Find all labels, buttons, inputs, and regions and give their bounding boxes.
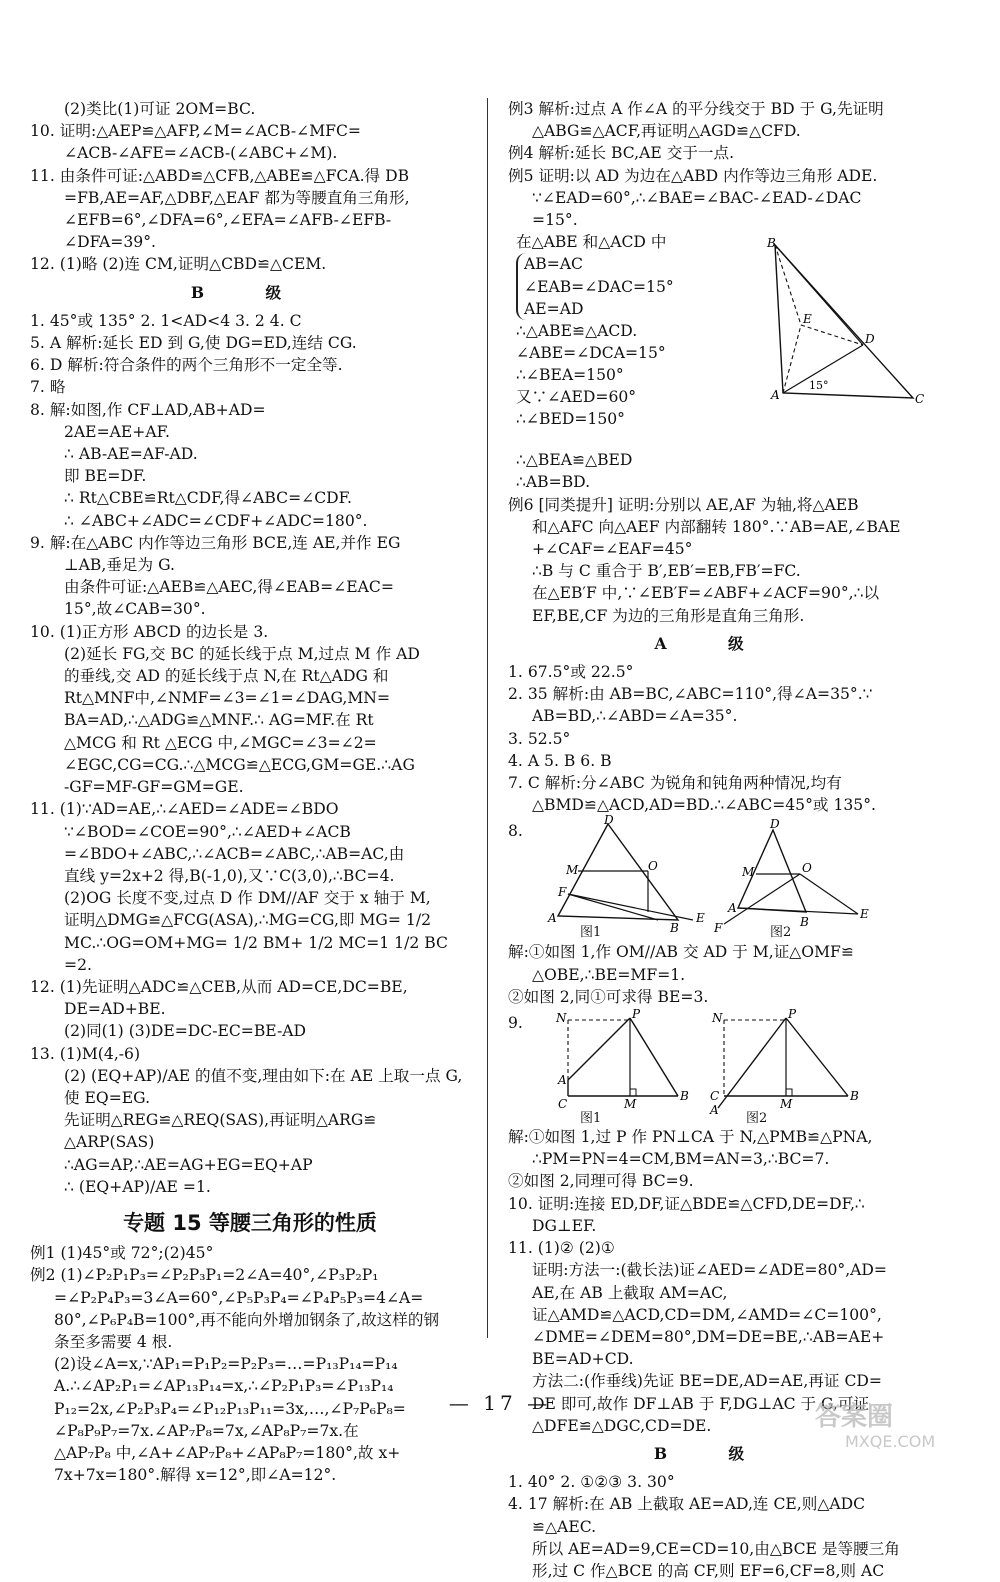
svg-text:E: E: [803, 312, 812, 327]
text-line: 4. 17 解析:在 AB 上截取 AE=AD,连 CE,则△ADC: [508, 1495, 866, 1514]
svg-text:D: D: [865, 332, 875, 347]
text-line: 9. 解:在△ABC 内作等边三角形 BCE,连 AE,并作 EG: [30, 533, 401, 552]
proof-line: ∴∠BED=150°: [516, 410, 625, 429]
text-line: EF,BE,CF 为边的三角形是直角三角形.: [532, 606, 805, 625]
text-line: (2)设∠A=x,∵AP₁=P₁P₂=P₂P₃=…=P₁₃P₁₄=P₁₄: [54, 1355, 398, 1374]
proof-brace: [516, 253, 674, 320]
text-line: 解:①如图 1,作 OM//AB 交 AD 于 M,证△OMF≌: [508, 943, 854, 962]
column-divider: [487, 98, 488, 1338]
figure-caption: 图1: [580, 925, 602, 941]
left-examples: [30, 1242, 470, 1486]
text-line: ∴PM=PN=4=CM,BM=AN=3,∴BC=7.: [532, 1150, 830, 1169]
svg-text:A: A: [771, 388, 780, 403]
figure-caption: 图2: [746, 1111, 768, 1127]
proof-line: ∴AB=BD.: [516, 473, 591, 492]
text-line: 即 BE=DF.: [64, 467, 147, 486]
proof-line: ∴△BEA≌△BED: [516, 451, 633, 470]
text-line: ∠DFA=39°.: [64, 233, 156, 252]
right-b-level-answers: [508, 1471, 918, 1582]
svg-text:答案圈: 答案圈: [815, 1402, 894, 1432]
level-b-heading-left: B 级: [190, 282, 310, 302]
brace-line: ∠EAB=∠DAC=15°: [524, 277, 674, 296]
text-line: 使 EQ=EG.: [64, 1088, 151, 1107]
text-line: 7x+7x=180°.解得 x=12°,即∠A=12°.: [54, 1466, 337, 1485]
svg-text:N: N: [556, 1011, 567, 1026]
text-line: 所以 AE=AD=9,CE=CD=10,由△BCE 是等腰三角: [532, 1539, 900, 1558]
text-line: DG⊥EF.: [532, 1216, 597, 1235]
text-line: △ABG≌△ACF,再证明△AGD≌△CFD.: [532, 122, 801, 141]
svg-text:P: P: [788, 1007, 797, 1022]
proof-line: ∴△ABE≌△ACD.: [516, 322, 638, 341]
svg-text:M: M: [780, 1097, 793, 1112]
text-line: 1. 45°或 135° 2. 1<AD<4 3. 2 4. C: [30, 311, 302, 330]
text-line: (2) (EQ+AP)/AE 的值不变,理由如下:在 AE 上取一点 G,: [64, 1066, 463, 1085]
svg-text:O: O: [802, 861, 812, 876]
proof-line: 在△ABE 和△ACD 中: [516, 233, 667, 252]
text-line: 2. 35 解析:由 AB=BC,∠ABC=110°,得∠A=35°.∵: [508, 685, 873, 704]
svg-text:F: F: [558, 885, 567, 900]
text-line: 5. A 解析:延长 ED 到 G,使 DG=ED,连结 CG.: [30, 334, 357, 353]
svg-text:M: M: [624, 1097, 637, 1112]
text-line: ∠P₈P₉P₇=7x.∠AP₇P₈=7x,∠AP₈P₇=7x.在: [54, 1421, 359, 1440]
text-line: ②如图 2,同①可求得 BE=3.: [508, 987, 709, 1006]
text-line: ⊥AB,垂足为 G.: [64, 556, 175, 575]
text-line: 8. 解:如图,作 CF⊥AD,AB+AD=: [30, 400, 266, 419]
text-line: (2)同(1) (3)DE=DC-EC=BE-AD: [64, 1022, 307, 1041]
text-line: 11. 由条件可证:△ABD≌△CFB,△ABE≌△FCA.得 DB: [30, 166, 410, 185]
svg-text:B: B: [800, 915, 809, 930]
text-line: 先证明△REG≌△REQ(SAS),再证明△ARG≌: [64, 1111, 377, 1130]
text-line: DE=AD+BE.: [64, 1000, 166, 1019]
text-line: =15°.: [532, 211, 578, 230]
text-line: ∴B 与 C 重合于 B′,EB′=EB,FB′=FC.: [532, 562, 801, 581]
question9-figures: [508, 1008, 918, 1126]
svg-text:D: D: [604, 813, 614, 828]
svg-text:O: O: [648, 859, 658, 874]
text-line: BE=AD+CD.: [532, 1350, 634, 1369]
text-line: -GF=MF-GF=GM=GE.: [64, 778, 244, 797]
text-line: =FB,AE=AF,△DBF,△EAF 都为等腰直角三角形,: [64, 188, 410, 207]
text-line: △OBE,∴BE=MF=1.: [532, 965, 686, 984]
text-line: △AP₇P₈ 中,∠A+∠AP₇P₈+∠AP₈P₇=180°,故 x+: [54, 1443, 401, 1462]
svg-text:15°: 15°: [809, 379, 829, 393]
text-line: (2)类比(1)可证 2OM=BC.: [64, 100, 256, 118]
text-line: 1. 67.5°或 22.5°: [508, 663, 634, 682]
text-line: +∠CAF=∠EAF=45°: [532, 540, 693, 559]
text-line: A.∴∠AP₂P₁=∠AP₁₃P₁₄=x,∴∠P₂P₁P₃=∠P₁₃P₁₄: [54, 1377, 394, 1396]
svg-text:N: N: [712, 1011, 723, 1026]
text-line: ∴AG=AP,∴AE=AG+EG=EQ+AP: [64, 1155, 313, 1174]
text-line: ∴ AB-AE=AF-AD.: [64, 445, 198, 464]
figure-caption: 图2: [770, 925, 792, 941]
text-line: 方法二:(作垂线)先证 BE=DE,AD=AE,再证 CD=: [532, 1372, 882, 1391]
svg-text:C: C: [915, 392, 925, 407]
brace-line: AB=AC: [524, 255, 583, 274]
text-line: ∴ ∠ABC+∠ADC=∠CDF+∠ADC=180°.: [64, 511, 368, 530]
text-line: 的垂线,交 AD 的延长线于点 N,在 Rt△ADG 和: [64, 667, 389, 686]
text-line: 在△EB′F 中,∵∠EB′F=∠ABF+∠ACF=90°,∴以: [532, 584, 880, 603]
text-line: 11. (1)∵AD=AE,∴∠AED=∠ADE=∠BDO: [30, 800, 339, 819]
text-line: 10. 证明:△AEP≌△AFP,∠M=∠ACB-∠MFC=: [30, 122, 361, 141]
text-line: BA=AD,∴△ADG≌△MNF.∴ AG=MF.在 Rt: [64, 711, 374, 730]
text-line: 由条件可证:△AEB≌△AEC,得∠EAB=∠EAC=: [64, 578, 394, 597]
left-b-level-answers: [30, 310, 470, 1198]
svg-text:E: E: [696, 911, 705, 926]
proof-line: ∴∠BEA=150°: [516, 366, 624, 385]
q8-solution: [508, 941, 918, 1008]
text-line: ∴ Rt△CBE≌Rt△CDF,得∠ABC=∠CDF.: [64, 489, 353, 508]
text-line: 证△AMD≌△ACD,CD=DM,∠AMD=∠C=100°,: [532, 1305, 882, 1324]
text-line: 12. (1)先证明△ADC≌△CEB,从而 AD=CE,DC=BE,: [30, 977, 408, 996]
text-line: △MCG 和 Rt △ECG 中,∠MGC=∠3=∠2=: [64, 733, 377, 752]
text-line: 11. (1)② (2)①: [508, 1239, 615, 1258]
svg-text:E: E: [860, 907, 869, 922]
proof-line: ∠ABE=∠DCA=15°: [516, 344, 666, 363]
page-number: — 17 —: [448, 1391, 552, 1415]
text-line: ∠EGC,CG=CG.∴△MCG≌△ECG,GM=GE.∴AG: [64, 755, 415, 774]
svg-text:C: C: [558, 1097, 568, 1112]
q9-number: 9.: [508, 1014, 523, 1033]
svg-text:P: P: [632, 1007, 641, 1022]
figure-caption: 图1: [580, 1111, 602, 1127]
text-line: 1. 40° 2. ①②③ 3. 30°: [508, 1473, 675, 1492]
text-line: 80°,∠P₆P₄B=100°,再不能向外增加钢条了,故这样的钢: [54, 1310, 440, 1329]
a-level-answers: [508, 661, 918, 816]
svg-text:B: B: [850, 1089, 859, 1104]
proof-line: 又∵∠AED=60°: [516, 388, 637, 407]
text-line: ∵∠EAD=60°,∴∠BAE=∠BAC-∠EAD-∠DAC: [532, 188, 862, 207]
level-b-heading-right: B 级: [653, 1443, 773, 1463]
text-line: 3. 52.5°: [508, 729, 571, 748]
text-line: 4. A 5. B 6. B: [508, 751, 612, 770]
brace-line: AE=AD: [524, 299, 584, 318]
svg-text:F: F: [714, 921, 723, 936]
text-line: 证明△DMG≌△FCG(ASA),∴MG=CG,即 MG= 1/2: [64, 911, 431, 930]
text-line: ∵∠BOD=∠COE=90°,∴∠AED+∠ACB: [64, 822, 351, 841]
text-line: 例2 (1)∠P₂P₁P₃=∠P₂P₃P₁=2∠A=40°,∠P₃P₂P₁: [30, 1266, 379, 1285]
svg-text:A: A: [558, 1073, 567, 1088]
text-line: ∠DME=∠DEM=80°,DM=DE=BE,∴AB=AE+: [532, 1327, 885, 1346]
text-line: 例5 证明:以 AD 为边在△ABD 内作等边三角形 ADE.: [508, 166, 878, 185]
text-line: ≌△AEC.: [532, 1517, 597, 1536]
text-line: 10. 证明:连接 ED,DF,证△BDE≌△CFD,DE=DF,∴: [508, 1194, 865, 1213]
text-line: 证明:方法一:(截长法)证∠AED=∠ADE=80°,AD=: [532, 1261, 888, 1280]
example5-triangle-figure: [763, 233, 925, 407]
text-line: ②如图 2,同理可得 BC=9.: [508, 1172, 694, 1191]
svg-text:MXQE.COM: MXQE.COM: [845, 1432, 936, 1451]
watermark-logo: [805, 1395, 975, 1450]
text-line: (2)OG 长度不变,过点 D 作 DM//AF 交于 x 轴于 M,: [64, 889, 431, 908]
svg-text:B: B: [680, 1089, 689, 1104]
left-column: [30, 98, 470, 1486]
text-line: 13. (1)M(4,-6): [30, 1044, 141, 1063]
text-line: 15°,故∠CAB=30°.: [64, 600, 206, 619]
text-line: 解:①如图 1,过 P 作 PN⊥CA 于 N,△PMB≌△PNA,: [508, 1128, 873, 1147]
right-examples-top: [508, 98, 918, 231]
text-line: 直线 y=2x+2 得,B(-1,0),又∵C(3,0),∴BC=4.: [64, 866, 395, 885]
text-line: 形,过 C 作△BCE 的高 CF,则 EF=6,CF=8,则 AC: [532, 1561, 885, 1580]
text-line: DE 即可,故作 DF⊥AB 于 F,DG⊥AC 于 G,可证: [532, 1394, 870, 1413]
text-line: 例3 解析:过点 A 作∠A 的平分线交于 BD 于 G,先证明: [508, 100, 884, 118]
text-line: =∠P₂P₄P₃=3∠A=60°,∠P₅P₃P₄=∠P₄P₅P₃=4∠A=: [54, 1288, 424, 1307]
svg-text:D: D: [770, 817, 780, 832]
question8-figures: [508, 813, 918, 941]
text-line: 7. 略: [30, 378, 66, 397]
section-title: 专题 15 等腰三角形的性质: [123, 1210, 377, 1235]
text-line: 例1 (1)45°或 72°;(2)45°: [30, 1244, 214, 1263]
text-line: ∠EFB=6°,∠DFA=6°,∠EFA=∠AFB-∠EFB-: [64, 211, 392, 230]
text-line: 6. D 解析:符合条件的两个三角形不一定全等.: [30, 356, 343, 375]
text-line: =∠BDO+∠ABC,∴∠ACB=∠ABC,∴AB=AC,由: [64, 844, 405, 863]
text-line: ∴ (EQ+AP)/AE =1.: [64, 1177, 211, 1196]
text-line: MC.∴OG=OM+MG= 1/2 BM+ 1/2 MC=1 1/2 BC: [64, 933, 448, 952]
svg-text:A: A: [548, 911, 557, 926]
svg-text:M: M: [742, 865, 755, 880]
svg-text:A: A: [728, 901, 737, 916]
text-line: Rt△MNF中,∠NMF=∠3=∠1=∠DAG,MN=: [64, 689, 391, 708]
level-a-heading: A 级: [654, 633, 772, 653]
text-line: =2.: [64, 955, 92, 974]
text-line: 例4 解析:延长 BC,AE 交于一点.: [508, 144, 735, 163]
text-line: 12. (1)略 (2)连 CM,证明△CBD≌△CEM.: [30, 255, 327, 274]
text-line: 条至多需要 4 根.: [54, 1332, 173, 1351]
text-line: 和△AFC 向△AEF 内部翻转 180°.∵AB=AE,∠BAE: [532, 517, 901, 536]
text-line: △DFE≌△DGC,CD=DE.: [532, 1416, 712, 1435]
text-line: 10. (1)正方形 ABCD 的边长是 3.: [30, 622, 269, 641]
right-column: [508, 98, 925, 1582]
text-line: △ARP(SAS): [64, 1133, 155, 1152]
text-line: △BMD≌△ACD,AD=BD.∴∠ABC=45°或 135°.: [532, 796, 876, 815]
svg-text:C: C: [710, 1089, 720, 1104]
text-line: AB=BD,∴∠ABD=∠A=35°.: [532, 707, 738, 726]
text-line: ∠ACB-∠AFE=∠ACB-(∠ABC+∠M).: [64, 144, 338, 163]
example6: [508, 494, 918, 627]
q8-number: 8.: [508, 822, 523, 841]
svg-text:M: M: [566, 863, 579, 878]
text-line: AE,在 AB 上截取 AM=AC,: [532, 1283, 728, 1302]
text-line: 2AE=AE+AF.: [64, 422, 170, 441]
text-line: P₁₂=2x,∠P₂P₃P₄=∠P₁₂P₁₃P₁₁=3x,…,∠P₇P₆P₈=: [54, 1399, 406, 1418]
svg-text:B: B: [767, 236, 776, 251]
example5-proof-block: [508, 231, 925, 451]
left-intro: [30, 98, 470, 276]
svg-text:B: B: [670, 921, 679, 936]
text-line: (2)延长 FG,交 BC 的延长线于点 M,过点 M 作 AD: [64, 644, 420, 663]
text-line: 例6 [同类提升] 证明:分别以 AE,AF 为轴,将△AEB: [508, 495, 859, 514]
text-line: 7. C 解析:分∠ABC 为锐角和钝角两种情况,均有: [508, 774, 842, 793]
svg-text:A: A: [710, 1103, 719, 1118]
